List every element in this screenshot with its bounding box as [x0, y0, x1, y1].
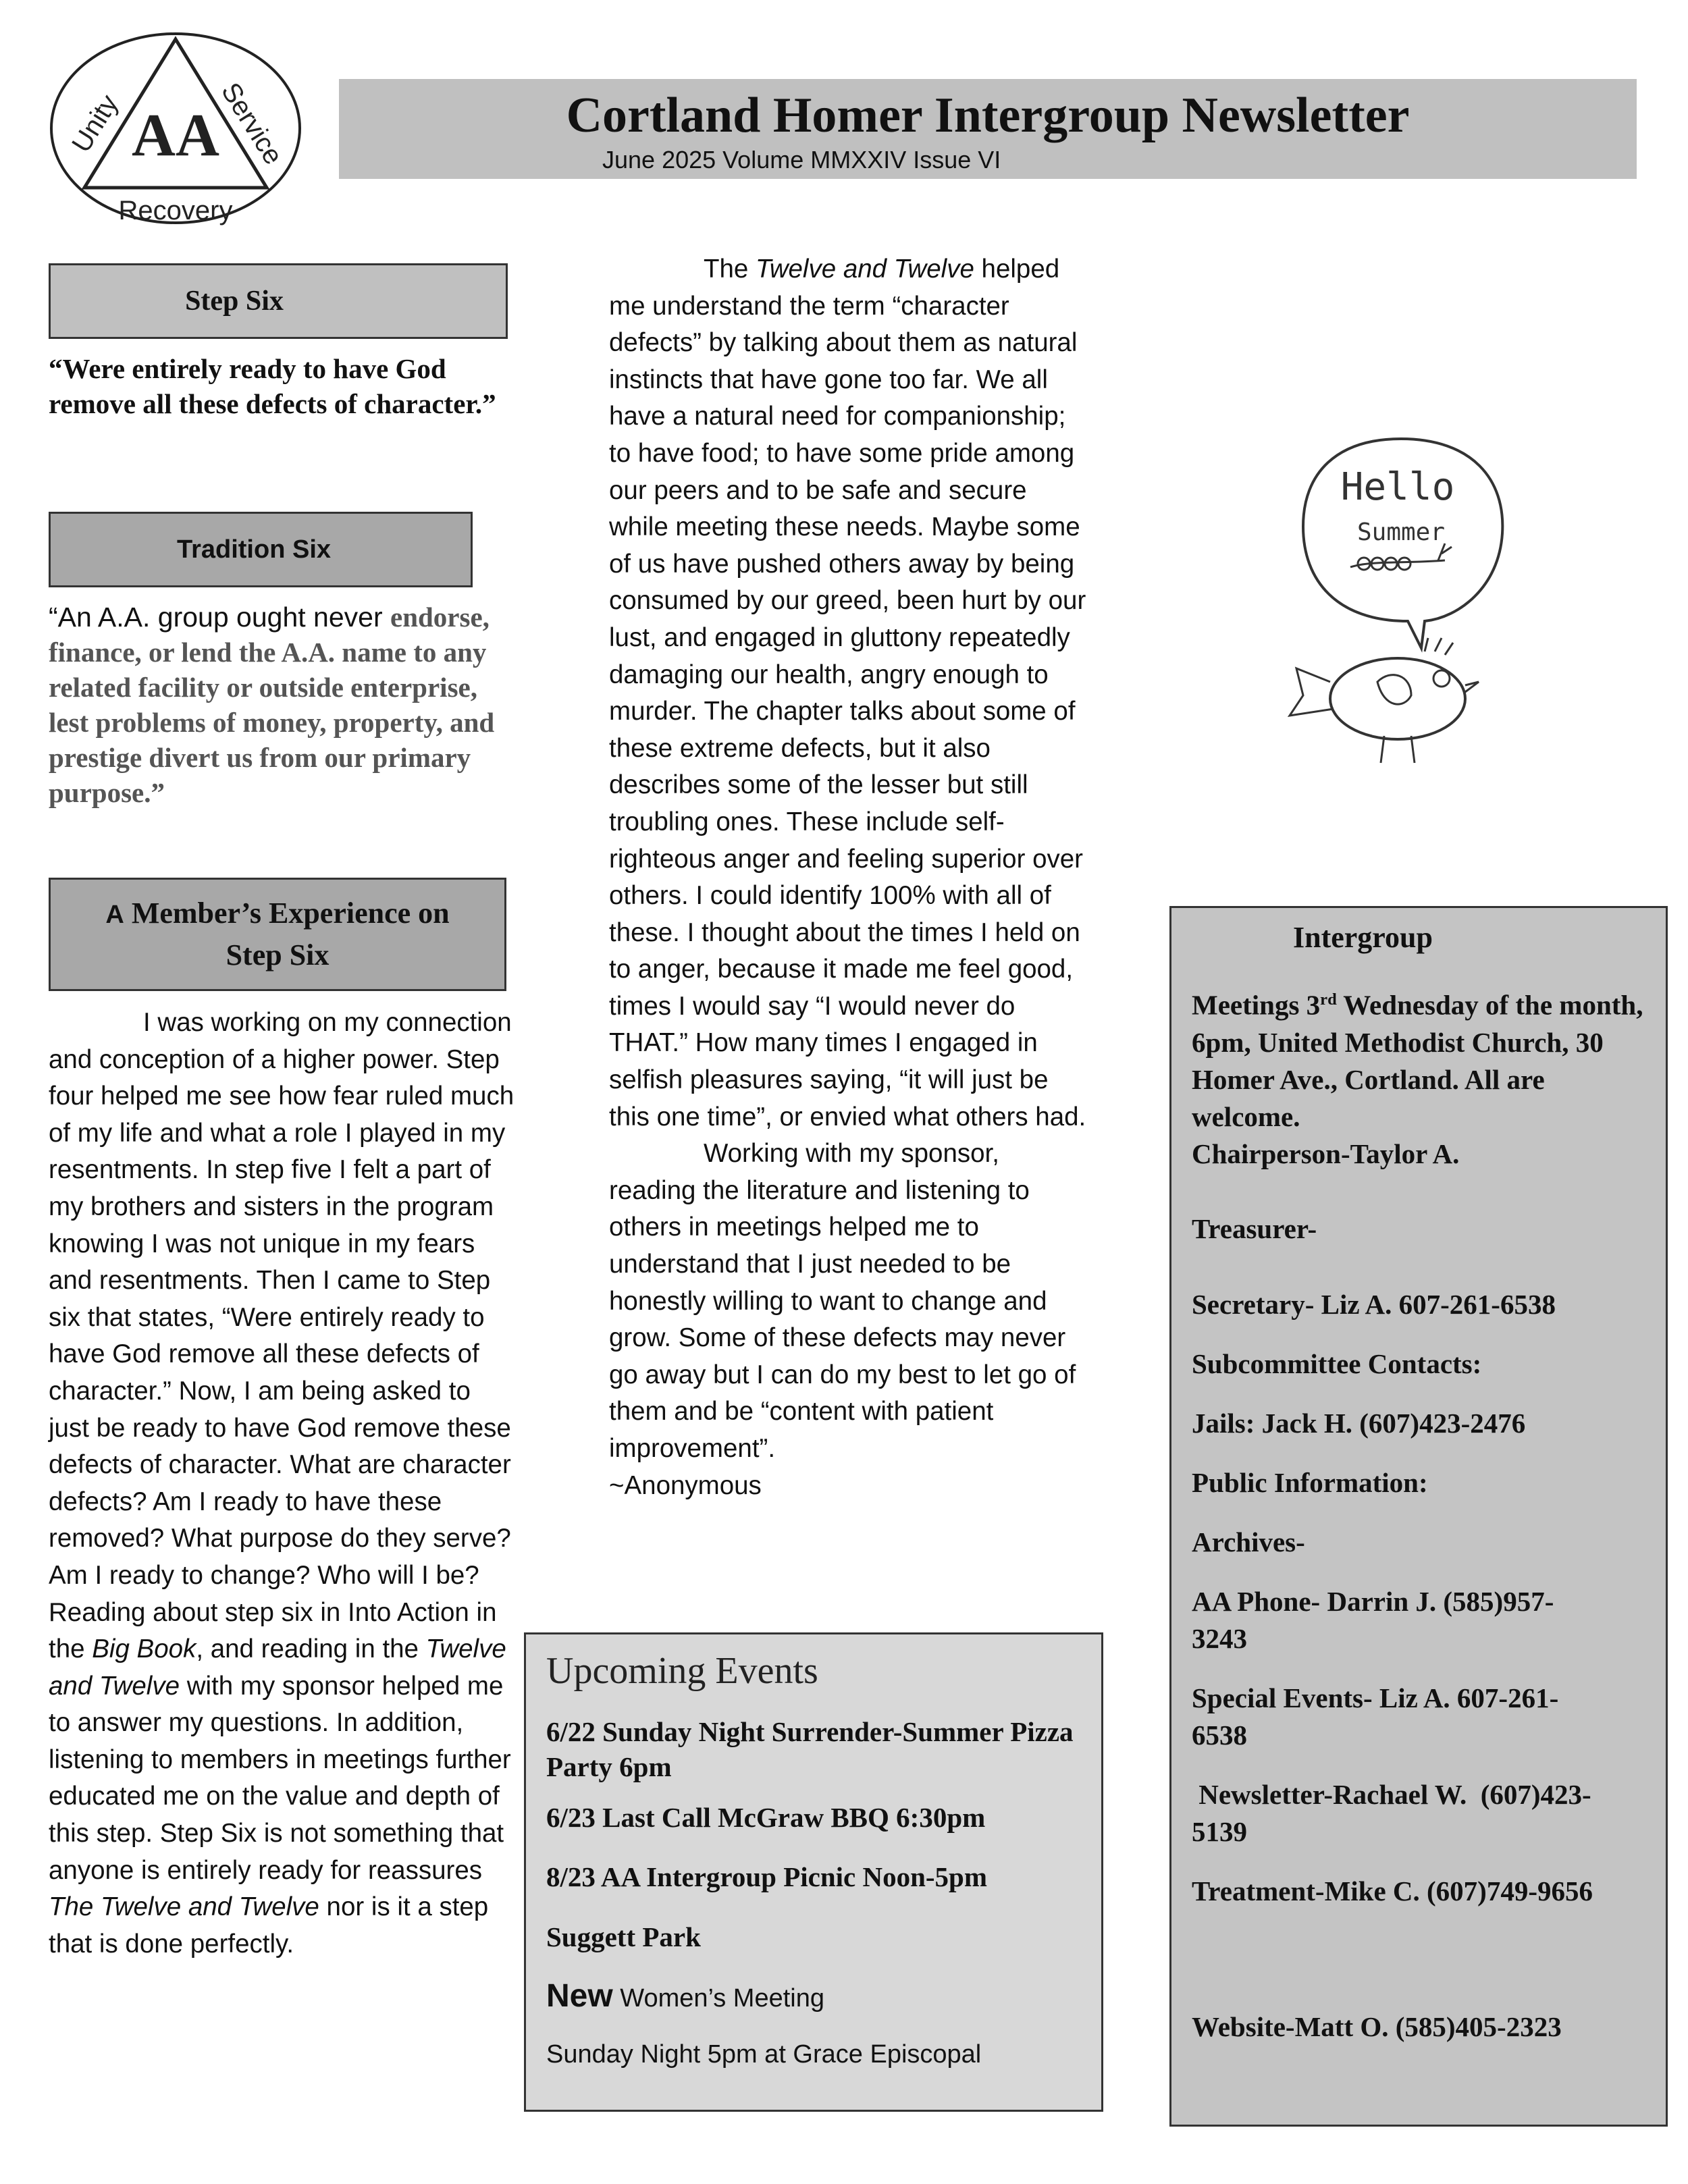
tradition-text-rest: endorse, finance, or lend the A.A. name to any related facility or outside enterprise, lest problems of money, property, and prestige divert us from our primary purpose.” [49, 602, 495, 808]
member-experience-heading [105, 893, 449, 976]
new-meeting-line [546, 1977, 824, 2017]
logo-center-text: AA [132, 102, 219, 169]
tradition-six-heading-box [49, 512, 473, 587]
member-experience-heading-box [49, 878, 506, 991]
intergroup-jails: Jails: Jack H. (607)423-2476 [1192, 1408, 1526, 1439]
article-signature: ~Anonymous [609, 1470, 762, 1500]
article-column-1 [49, 1005, 515, 1963]
logo-left-text: Unity [66, 89, 124, 158]
intergroup-title: Intergroup [1293, 921, 1433, 954]
newsletter-header [339, 79, 1637, 179]
hello-text: Hello [1340, 465, 1455, 509]
summer-text: Summer [1356, 518, 1446, 546]
new-label: New [546, 1978, 613, 2014]
intergroup-website: Website-Matt O. (585)405-2323 [1192, 2011, 1562, 2042]
intergroup-newsletter: Newsletter-Rachael W. (607)423-5139 [1192, 1779, 1591, 1847]
article-column-2 [609, 251, 1088, 1504]
heading-prefix: A [105, 901, 124, 929]
new-meeting-text: Women’s Meeting [612, 1984, 824, 2013]
intergroup-secretary: Secretary- Liz A. 607-261-6538 [1192, 1289, 1556, 1320]
heading-line2: Step Six [226, 938, 329, 971]
event-item: 6/22 Sunday Night Surrender-Summer Pizza Party 6pm [546, 1716, 1074, 1782]
newsletter-title: Cortland Homer Intergroup Newsletter [566, 88, 1410, 143]
article-paragraph-3: Working with my sponsor, reading the literature and listening to others in meetings helped me to understand that I just needed to be honestly willing to want to change and grow. Some of these defects may never go away but I can do my best to let go of them and be “content with patient improvement”. [609, 1139, 1076, 1463]
intergroup-box [1169, 906, 1668, 2127]
hello-summer-bird-illustration [1276, 425, 1526, 776]
intergroup-special-events: Special Events- Liz A. 607-261-6538 [1192, 1682, 1559, 1751]
event-item: 8/23 AA Intergroup Picnic Noon-5pm [546, 1861, 987, 1892]
upcoming-events-title: Upcoming Events [546, 1650, 818, 1692]
intergroup-treatment: Treatment-Mike C. (607)749-9656 [1192, 1875, 1593, 1907]
article-paragraph-1: I was working on my connection and conception of a higher power. Step four helped me see how fear ruled much of my life and what a role I played in my resentments. In step five I felt a part of my brothers and sisters in the program knowing I was not unique in my fears and resentments. Then I came to Step six that states, “Were entirely ready to have God remove all these defects of character.” Now, I am being asked to just be ready to have God remove these defects of character. What are character defects? Am I ready to have these removed? What purpose do they serve? Am I ready to change? Who will I be? Reading about step six in Into Action in the Big Book, and reading in the Twelve and Twelve with my sponsor helped me to answer my questions. In addition, listening to members in meetings further educated me on the value and depth of this step. Step Six is not something that anyone is entirely ready for reassures The Twelve and Twelve nor is it a step that is done perfectly. [49, 1008, 515, 1959]
logo-bottom-text: Recovery [118, 196, 233, 225]
intergroup-aa-phone: AA Phone- Darrin J. (585)957-3243 [1192, 1586, 1554, 1654]
intergroup-subcommittee: Subcommittee Contacts: [1192, 1348, 1482, 1379]
tradition-six-heading: Tradition Six [176, 535, 332, 564]
step-six-heading: Step Six [185, 286, 284, 317]
issue-line: June 2025 Volume MMXXIV Issue VI [602, 146, 1001, 174]
logo-right-text: Service [215, 77, 289, 170]
upcoming-events-box [524, 1632, 1103, 2112]
event-item: Suggett Park [546, 1921, 701, 1952]
tradition-text-start: “An A.A. group ought never [49, 602, 390, 633]
intergroup-treasurer: Treasurer- [1192, 1213, 1317, 1244]
heading-line1: Member’s Experience on [124, 897, 450, 930]
step-six-quote: “Were entirely ready to have God remove all these defects of character.” [49, 353, 496, 419]
event-item: 6/23 Last Call McGraw BBQ 6:30pm [546, 1802, 986, 1833]
tradition-six-text [49, 600, 515, 810]
step-six-heading-box [49, 263, 508, 339]
intergroup-archives: Archives- [1192, 1526, 1305, 1557]
aa-logo [47, 27, 304, 230]
new-meeting-detail: Sunday Night 5pm at Grace Episcopal [546, 2040, 982, 2069]
intergroup-meetings: Meetings 3rd Wednesday of the month, 6pm, United Methodist Church, 30 Homer Ave., Cortland. All are welcome. Chairperson-Taylor A. [1192, 989, 1643, 1169]
article-paragraph-2: The Twelve and Twelve helped me understand the term “character defects” by talking about them as natural instincts that have gone too far. We all have a natural need for companionship; to have food; to have some pride among our peers and to be safe and secure while meeting these needs. Maybe some of us have pushed others away by being consumed by our greed, been hurt by our lust, and engaged in gluttony repeatedly damaging our health, angry enough to murder. The chapter talks about some of these extreme defects, but it also describes some of the lesser but still troubling ones. These include self-righteous anger and feeling superior over others. I could identify 100% with all of these. I thought about the times I held on to anger, because it made me feel good, times I would say “I would never do THAT.” How many times I engaged in selfish pleasures saying, “it will just be this one time”, or envied what others had. [609, 255, 1086, 1131]
intergroup-public-info: Public Information: [1192, 1467, 1428, 1498]
